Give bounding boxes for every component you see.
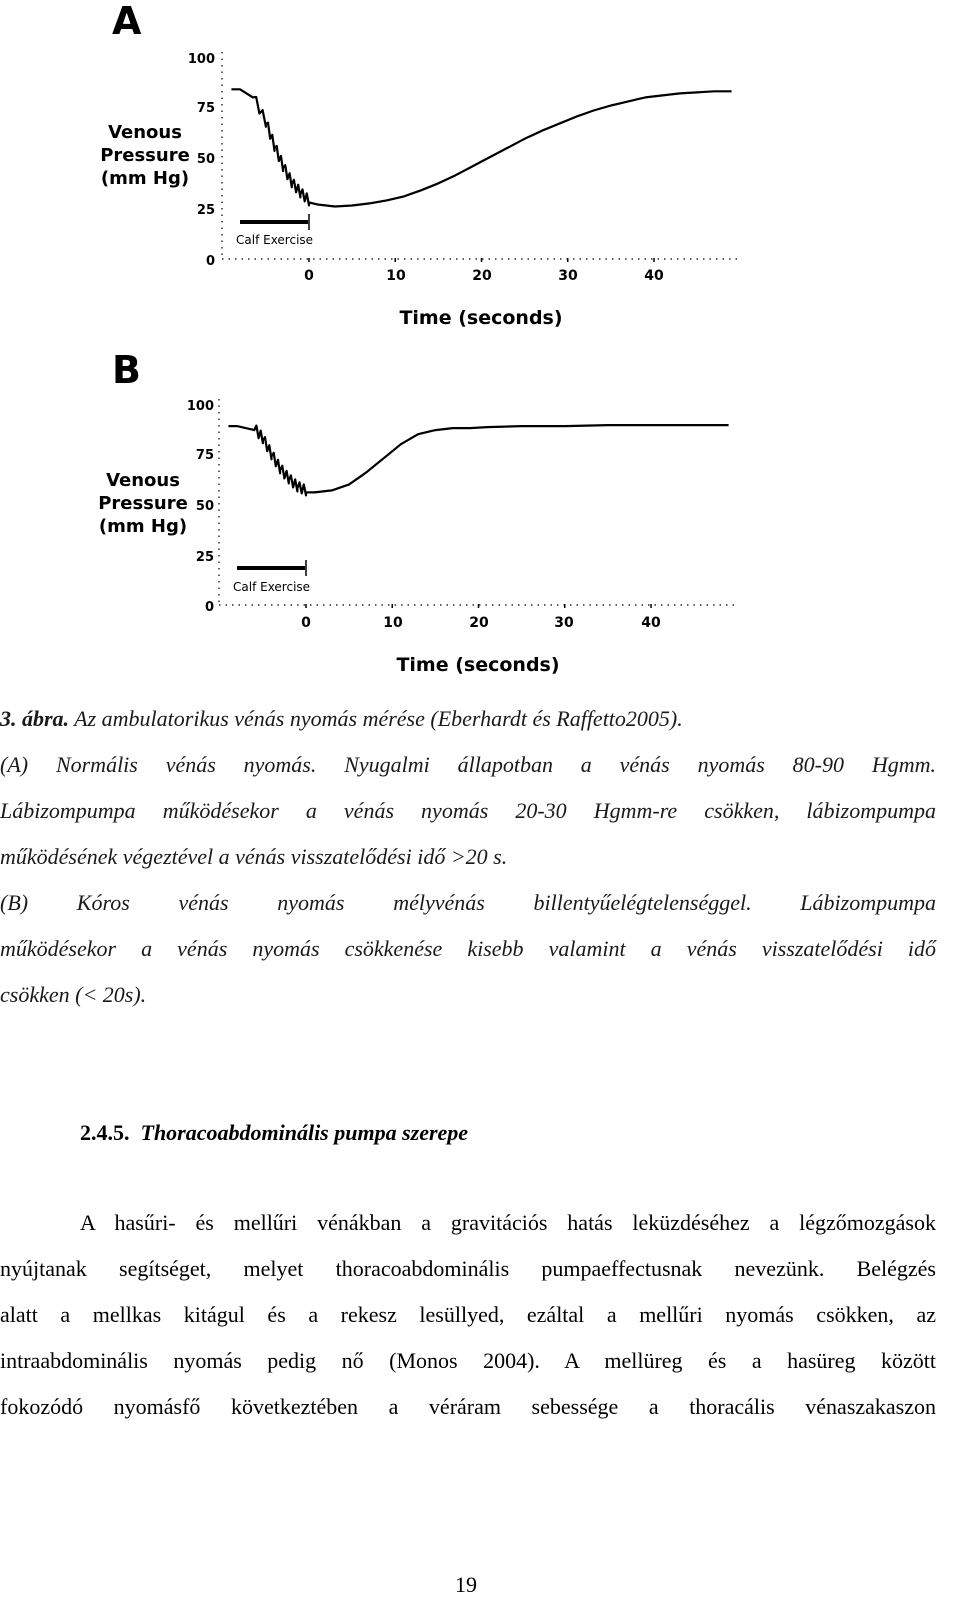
y-tick-label: 100 bbox=[187, 52, 215, 67]
x-tick-label: 30 bbox=[558, 268, 578, 284]
chart-b-svg bbox=[0, 347, 960, 697]
caption-line: (A) Normális vénás nyomás. Nyugalmi állapotban a vénás nyomás 80-90 Hgmm. bbox=[0, 752, 936, 777]
figure-label: 3. ábra. bbox=[0, 706, 70, 731]
section-title: Thoracoabdominális pumpa szerepe bbox=[140, 1120, 469, 1145]
paragraph-line: intraabdominális nyomás pedig nő (Monos 2004). A mellüreg és a hasüreg között bbox=[0, 1348, 936, 1373]
venous-pressure-line-b bbox=[228, 425, 728, 495]
x-tick-label: 20 bbox=[469, 615, 489, 631]
dotted-axes bbox=[219, 399, 737, 608]
y-axis-label-line-1: Venous bbox=[108, 122, 182, 143]
caption-line: csökken (< 20s). bbox=[0, 982, 147, 1007]
y-tick-label: 75 bbox=[196, 101, 215, 116]
x-axis-label: Time (seconds) bbox=[396, 654, 560, 676]
caption-line: Lábizompumpa működésekor a vénás nyomás 20-30 Hgmm-re csökken, lábizompumpa bbox=[0, 798, 936, 823]
y-axis-label-line-1: Venous bbox=[106, 470, 180, 491]
x-tick-label: 10 bbox=[383, 615, 403, 631]
panel-letter-b: B bbox=[112, 348, 141, 392]
y-axis-label-line-2: Pressure bbox=[98, 493, 188, 514]
y-tick-label: 0 bbox=[205, 254, 215, 269]
paragraph-line: fokozódó nyomásfő következtében a véráram sebessége a thoracális vénaszakaszon bbox=[0, 1394, 936, 1419]
x-tick-label: 0 bbox=[304, 268, 314, 284]
panel-letter-a: A bbox=[112, 0, 142, 43]
y-axis-label-line-3: (mm Hg) bbox=[98, 516, 188, 537]
calf-exercise-label: Calf Exercise bbox=[233, 580, 311, 594]
paragraph-line: alatt a mellkas kitágul és a rekesz lesüllyed, ezáltal a mellűri nyomás csökken, az bbox=[0, 1302, 936, 1327]
x-tick-label: 40 bbox=[644, 268, 664, 284]
paragraph-line: A hasűri- és mellűri vénákban a gravitációs hatás leküzdéséhez a légzőmozgások bbox=[80, 1210, 936, 1235]
caption-text: Az ambulatorikus vénás nyomás mérése (Eberhardt és Raffetto2005). bbox=[69, 706, 683, 731]
dotted-axes bbox=[222, 52, 740, 262]
y-tick-label: 25 bbox=[196, 203, 215, 218]
figure-panel-b bbox=[0, 347, 960, 697]
x-tick-label: 30 bbox=[554, 615, 574, 631]
x-tick-label: 20 bbox=[472, 268, 492, 284]
x-tick-label: 0 bbox=[301, 615, 311, 631]
section-heading bbox=[80, 1120, 468, 1146]
y-tick-label: 75 bbox=[195, 448, 214, 463]
caption-line bbox=[0, 706, 936, 732]
caption-line: működésének végeztével a vénás visszatelődési idő >20 s. bbox=[0, 844, 508, 869]
caption-line: működésekor a vénás nyomás csökkenése kisebb valamint a vénás visszatelődési idő bbox=[0, 936, 936, 961]
caption-line: (B) Kóros vénás nyomás mélyvénás billentyűelégtelenséggel. Lábizompumpa bbox=[0, 890, 936, 915]
x-tick-label: 40 bbox=[641, 615, 661, 631]
y-tick-label: 50 bbox=[196, 152, 215, 167]
figure-panel-a bbox=[0, 0, 960, 350]
y-tick-label: 100 bbox=[186, 399, 214, 414]
y-tick-label: 0 bbox=[204, 600, 214, 615]
venous-pressure-line-a bbox=[231, 89, 731, 206]
calf-exercise-label: Calf Exercise bbox=[236, 233, 314, 247]
chart-a-svg bbox=[0, 0, 960, 350]
y-tick-label: 25 bbox=[195, 550, 214, 565]
x-tick-label: 10 bbox=[386, 268, 406, 284]
y-axis-label-line-2: Pressure bbox=[100, 145, 190, 166]
y-tick-label: 50 bbox=[195, 499, 214, 514]
paragraph-line: nyújtanak segítséget, melyet thoracoabdominális pumpaeffectusnak nevezünk. Belégzés bbox=[0, 1256, 936, 1281]
page-number: 19 bbox=[455, 1572, 477, 1597]
y-axis-label-line-3: (mm Hg) bbox=[100, 168, 190, 189]
section-number: 2.4.5. bbox=[80, 1120, 130, 1145]
x-axis-label: Time (seconds) bbox=[399, 307, 563, 329]
